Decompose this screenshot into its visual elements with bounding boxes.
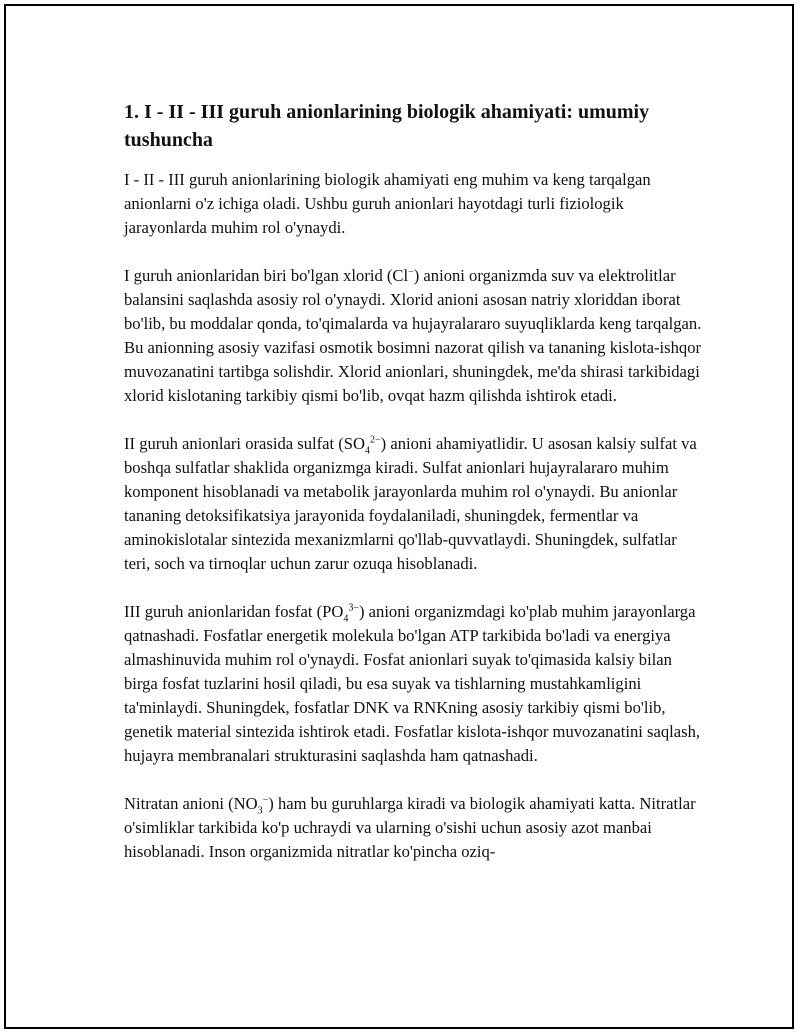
sulfate-charge: 2− bbox=[370, 434, 381, 446]
paragraph-sulfate-before: II guruh anionlari orasida sulfat (SO bbox=[124, 434, 366, 453]
paragraph-sulfate-after: ) anioni ahamiyatlidir. U asosan kalsiy sulfat va boshqa sulfatlar shaklida organizmga kiradi. Sulfat anionlari hujayralararo muhim komponent hisoblanadi va metabolik jarayonlarda muhim rol o'ynaydi. Bu anionlar tananing detoksifikatsiya jarayonida foydalaniladi, shuningdek, fermentlar va aminokislotalar sintezida mexanizmlarni qo'llab-quvvatlaydi. Shuningdek, sulfatlar teri, soch va tirnoqlar uchun zarur ozuqa hisoblanadi. bbox=[124, 434, 697, 573]
paragraph-phosphate-before: III guruh anionlaridan fosfat (PO bbox=[124, 602, 344, 621]
paragraph-sulfate bbox=[124, 432, 704, 576]
section-heading: 1. I - II - III guruh anionlarining biologik ahamiyati: umumiy tushuncha bbox=[124, 101, 650, 151]
nitrate-subscript: 3 bbox=[257, 805, 263, 817]
paragraph-nitrate-after: ) ham bu guruhlarga kiradi va biologik ahamiyati katta. Nitratlar o'simliklar tarkibida ko'p uchraydi va ularning o'sishi uchun asosiy azot manbai hisoblanadi. Inson organizmida nitratlar ko'pincha oziq- bbox=[124, 794, 696, 861]
nitrate-charge: − bbox=[262, 794, 269, 806]
paragraph-chloride-after: ) anioni organizmda suv va elektrolitlar balansini saqlashda asosiy rol o'ynaydi. Xlorid anioni asosan natriy xloriddan iborat bo'lib, bu moddalar qonda, to'qimalarda va hujayralararo suyuqliklarda keng tarqalgan. Bu anionning asosiy vazifasi osmotik bosimni nazorat qilish va tananing kislota-ishqor muvozanatini tartibga solishdir. Xlorid anionlari, shuningdek, me'da shirasi tarkibidagi xlorid kislotaning tarkibiy qismi bo'lib, ovqat hazm qilishda ishtirok etadi. bbox=[124, 266, 702, 405]
phosphate-subscript: 4 bbox=[343, 613, 349, 625]
paragraph-phosphate-after: ) anioni organizmdagi ko'plab muhim jarayonlarga qatnashadi. Fosfatlar energetik molekula bo'lgan ATP tarkibida bo'ladi va energiya almashinuvida muhim rol o'ynaydi. Fosfat anionlari suyak to'qimasida kalsiy bilan birga fosfat tuzlarini hosil qiladi, bu esa suyak va tishlarning mustahkamligini ta'minlaydi. Shuningdek, fosfatlar DNK va RNKning asosiy tarkibiy qismi bo'lib, genetik material sintezida ishtirok etadi. Fosfatlar kislota-ishqor muvozanatini saqlash, hujayra membranalari strukturasini saqlashda ham qatnashadi. bbox=[124, 602, 701, 765]
paragraph-nitrate bbox=[124, 792, 704, 864]
chloride-charge: − bbox=[408, 266, 414, 278]
paragraph-intro: I - II - III guruh anionlarining biologik ahamiyati eng muhim va keng tarqalgan anionlarni o'z ichiga oladi. Ushbu guruh anionlari hayotdagi turli fiziologik jarayonlarda muhim rol o'ynaydi. bbox=[124, 170, 651, 237]
phosphate-charge: 3− bbox=[348, 602, 359, 614]
paragraph-phosphate bbox=[124, 600, 704, 768]
paragraph-chloride bbox=[124, 264, 704, 408]
sulfate-subscript: 4 bbox=[365, 445, 371, 457]
paragraph-nitrate-before: Nitratan anioni (NO bbox=[124, 794, 258, 813]
document-body bbox=[124, 98, 704, 888]
paragraph-chloride-before: I guruh anionlaridan biri bo'lgan xlorid (Cl bbox=[124, 266, 409, 285]
page-frame bbox=[4, 4, 794, 1029]
